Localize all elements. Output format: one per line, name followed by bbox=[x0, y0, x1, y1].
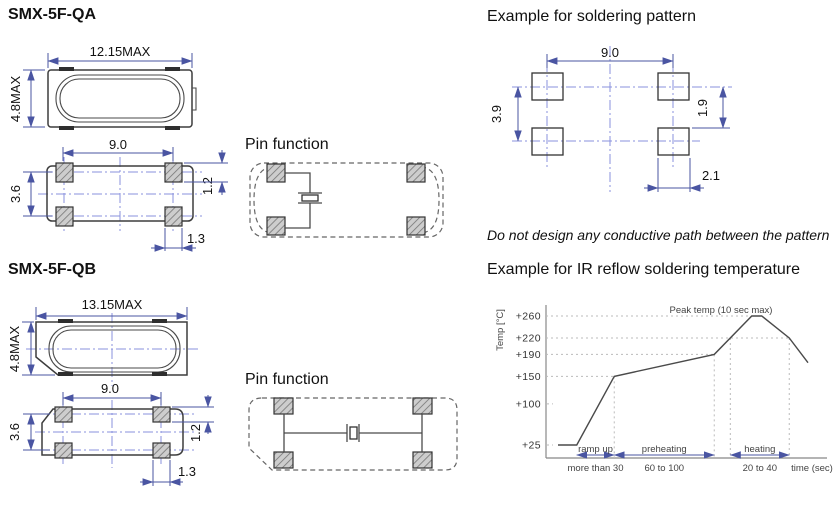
qa-pad-top-left bbox=[56, 163, 73, 182]
qb-pin-function-title: Pin function bbox=[245, 371, 329, 388]
y-tick-label: +150 bbox=[515, 370, 541, 383]
qb-bottom-view-drawing bbox=[0, 380, 245, 505]
qb-section-title: SMX-5F-QB bbox=[8, 261, 96, 278]
y-tick-label: +25 bbox=[521, 439, 541, 452]
y-tick-label: +100 bbox=[515, 398, 541, 411]
soldering-note: Do not design any conductive path between the pattern bbox=[487, 227, 830, 243]
solder-pad-width-dim: 2.1 bbox=[701, 168, 721, 183]
qb-pad-height-dim: 1.2 bbox=[188, 423, 203, 443]
qb-pad-bottom-right bbox=[153, 443, 170, 458]
qa-row-pitch-dim: 3.6 bbox=[8, 184, 23, 204]
zone-duration-label: 20 to 40 bbox=[742, 463, 777, 474]
qb-pad-top-right bbox=[153, 407, 170, 422]
reflow-section-title: Example for IR reflow soldering temperature bbox=[487, 261, 801, 278]
solder-centerlines bbox=[512, 46, 732, 192]
qb-top-dimensions bbox=[7, 297, 187, 375]
qb-top-width-dim: 13.15MAX bbox=[81, 297, 143, 312]
qb-top-height-dim: 4.8MAX bbox=[7, 325, 22, 373]
y-axis-title: Temp [°C] bbox=[495, 309, 506, 351]
qa-pin-function-drawing bbox=[240, 155, 470, 250]
qa-bottom-view-drawing bbox=[0, 135, 245, 260]
solder-pitch-y-dim: 3.9 bbox=[489, 104, 504, 124]
soldering-pattern-drawing bbox=[480, 26, 770, 200]
qb-pad-width-dim: 1.3 bbox=[177, 464, 197, 479]
qa-top-width-dim: 12.15MAX bbox=[89, 44, 151, 59]
qa-crystal-symbol bbox=[285, 173, 322, 228]
qb-crystal-symbol bbox=[284, 414, 422, 452]
reflow-temperature-chart bbox=[488, 290, 838, 485]
soldering-pattern-title: Example for soldering pattern bbox=[487, 8, 696, 25]
qa-pad-bottom-right bbox=[165, 207, 182, 226]
y-tick-label: +190 bbox=[515, 348, 541, 361]
zone-label: ramp up bbox=[578, 444, 613, 455]
qa-pad-width-dim: 1.3 bbox=[186, 231, 206, 246]
qb-pad-pitch-dim: 9.0 bbox=[100, 381, 120, 396]
y-tick-label: +260 bbox=[515, 310, 541, 323]
qa-section-title: SMX-5F-QA bbox=[8, 6, 96, 23]
qb-top-view-drawing bbox=[0, 283, 240, 390]
zone-duration-label: more than 30 bbox=[567, 463, 624, 474]
qa-pad-pitch-dim: 9.0 bbox=[108, 137, 128, 152]
peak-temp-annotation: Peak temp (10 sec max) bbox=[669, 305, 773, 316]
time-axis-label: time (sec) bbox=[791, 463, 833, 474]
qb-pin-function-drawing bbox=[240, 390, 470, 480]
qa-top-dimensions bbox=[8, 44, 192, 127]
zone-label: preheating bbox=[641, 444, 687, 455]
y-tick-label: +220 bbox=[515, 332, 541, 345]
qb-row-pitch-dim: 3.6 bbox=[7, 422, 22, 442]
zone-label: heating bbox=[744, 444, 776, 455]
solder-gap-dim: 1.9 bbox=[695, 98, 710, 118]
qb-pad-top-left bbox=[55, 407, 72, 422]
qa-pin-pads bbox=[267, 164, 425, 235]
qa-pad-height-dim: 1.2 bbox=[200, 176, 215, 196]
qb-pad-bottom-left bbox=[55, 443, 72, 458]
zone-duration-label: 60 to 100 bbox=[644, 463, 685, 474]
qa-pin-function-title: Pin function bbox=[245, 136, 329, 153]
solder-pitch-x-dim: 9.0 bbox=[600, 45, 620, 60]
qa-top-height-dim: 4.8MAX bbox=[8, 75, 23, 123]
qa-top-view-drawing bbox=[0, 30, 240, 135]
reflow-curve bbox=[558, 316, 808, 445]
qa-top-body bbox=[48, 67, 196, 130]
qa-pad-bottom-left bbox=[56, 207, 73, 226]
qa-pad-top-right bbox=[165, 163, 182, 182]
